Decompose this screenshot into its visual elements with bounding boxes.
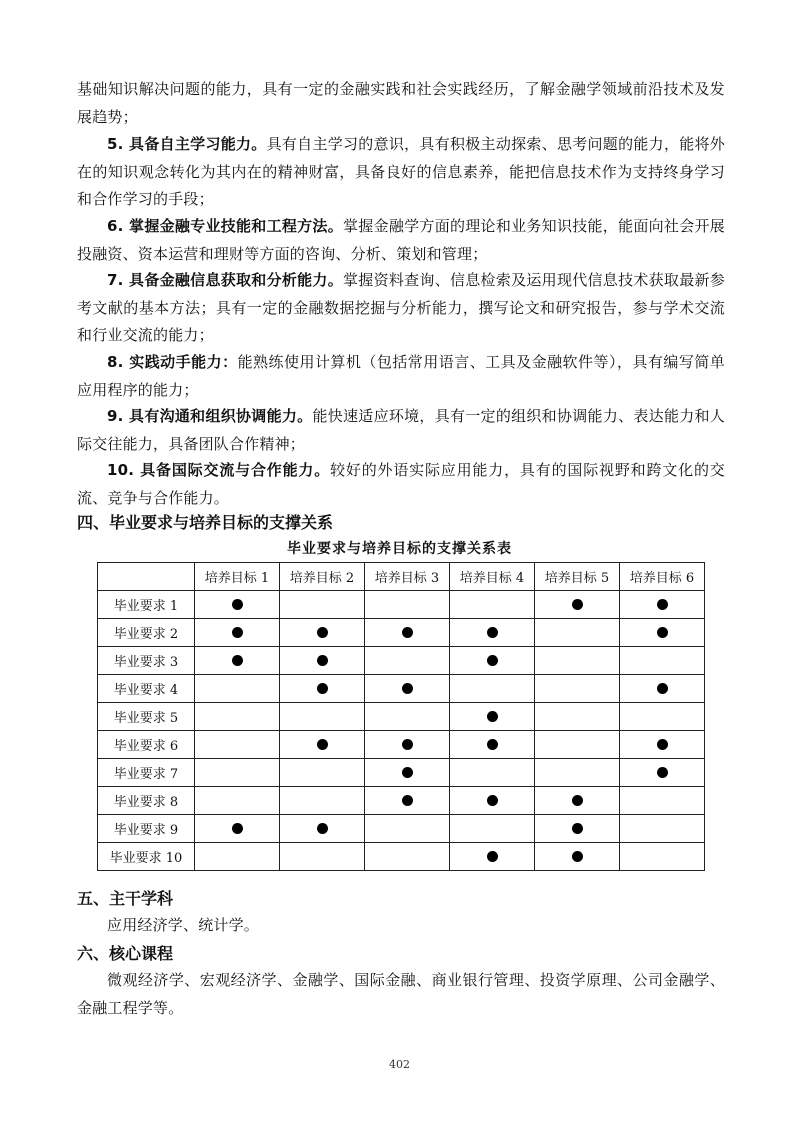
- table-cell: [535, 703, 620, 731]
- table-cell: [365, 647, 450, 675]
- table-cell: [195, 619, 280, 647]
- column-header: 培养目标 5: [535, 563, 620, 591]
- page-number: 402: [389, 1058, 410, 1071]
- table-cell: [450, 759, 535, 787]
- table-cell: [450, 815, 535, 843]
- table-cell: [620, 787, 705, 815]
- column-header: 培养目标 2: [280, 563, 365, 591]
- table-cell: [535, 619, 620, 647]
- table-cell: [450, 787, 535, 815]
- table-cell: [365, 787, 450, 815]
- section-6-body: 微观经济学、宏观经济学、金融学、国际金融、商业银行管理、投资学原理、公司金融学、金融工程学等。: [77, 971, 725, 1017]
- column-header: 培养目标 3: [365, 563, 450, 591]
- support-dot-icon: [232, 655, 243, 666]
- support-dot-icon: [402, 795, 413, 806]
- table-cell: [280, 731, 365, 759]
- table-cell: [535, 591, 620, 619]
- section-4-heading: 四、毕业要求与培养目标的支撑关系: [77, 513, 334, 532]
- paragraph-6: [77, 213, 725, 268]
- support-dot-icon: [317, 655, 328, 666]
- table-cell: [365, 619, 450, 647]
- paragraph-7-body: 掌握资料查询、信息检索及运用现代信息技术获取最新参考文献的基本方法；具有一定的金融数据挖掘与分析能力，撰写论文和研究报告，参与学术交流和行业交流的能力；: [77, 271, 725, 344]
- row-label: 毕业要求 10: [98, 843, 195, 871]
- table-cell: [450, 843, 535, 871]
- table-cell: [620, 703, 705, 731]
- paragraph-9: [77, 403, 725, 458]
- table-cell: [535, 815, 620, 843]
- section-5-heading: 五、主干学科: [77, 889, 174, 908]
- support-dot-icon: [657, 599, 668, 610]
- table-cell: [195, 815, 280, 843]
- support-dot-icon: [232, 599, 243, 610]
- paragraph-7: [77, 267, 725, 350]
- column-header: 培养目标 6: [620, 563, 705, 591]
- table-row: [98, 759, 705, 787]
- support-dot-icon: [232, 823, 243, 834]
- table-row: [98, 843, 705, 871]
- table-header-row: [98, 563, 705, 591]
- paragraph-6-body: 掌握金融学方面的理论和业务知识技能，能面向社会开展投融资、资本运营和理财等方面的咨询、分析、策划和管理；: [77, 217, 725, 263]
- table-cell: [620, 591, 705, 619]
- table-cell: [620, 647, 705, 675]
- paragraph-6-head: 6. 掌握金融专业技能和工程方法。: [107, 217, 343, 235]
- table-cell: [450, 675, 535, 703]
- section-5-body: 应用经济学、统计学。: [107, 916, 260, 934]
- row-label: 毕业要求 3: [98, 647, 195, 675]
- table-row: [98, 731, 705, 759]
- table-cell: [195, 703, 280, 731]
- table-cell: [280, 787, 365, 815]
- table-row: [98, 703, 705, 731]
- table-cell: [535, 843, 620, 871]
- table-cell: [365, 815, 450, 843]
- paragraph-10-head: 10. 具备国际交流与合作能力。: [107, 461, 331, 479]
- paragraph-5-body: 具有自主学习的意识，具有积极主动探索、思考问题的能力，能将外在的知识观念转化为其内在的精神财富，具备良好的信息素养，能把信息技术作为支持终身学习和合作学习的手段；: [77, 135, 725, 208]
- table-cell: [195, 843, 280, 871]
- support-dot-icon: [487, 655, 498, 666]
- support-dot-icon: [572, 823, 583, 834]
- table-cell: [195, 759, 280, 787]
- table-cell: [450, 619, 535, 647]
- table-row: [98, 675, 705, 703]
- table-cell: [280, 703, 365, 731]
- table-row: [98, 619, 705, 647]
- table-cell: [535, 675, 620, 703]
- table-cell: [195, 787, 280, 815]
- table-cell: [365, 703, 450, 731]
- section-6-heading: 六、核心课程: [77, 944, 174, 963]
- support-dot-icon: [317, 823, 328, 834]
- table-cell: [280, 647, 365, 675]
- table-cell: [280, 591, 365, 619]
- table-caption: 毕业要求与培养目标的支撑关系表: [287, 541, 512, 557]
- table-cell: [535, 647, 620, 675]
- table-cell: [365, 591, 450, 619]
- paragraph-8: [77, 349, 725, 404]
- support-dot-icon: [657, 683, 668, 694]
- table-cell: [620, 675, 705, 703]
- support-dot-icon: [402, 627, 413, 638]
- row-label: 毕业要求 2: [98, 619, 195, 647]
- paragraph-7-head: 7. 具备金融信息获取和分析能力。: [107, 271, 343, 289]
- table-cell: [280, 815, 365, 843]
- support-dot-icon: [487, 739, 498, 750]
- table-cell: [280, 675, 365, 703]
- row-label: 毕业要求 8: [98, 787, 195, 815]
- paragraph-4-continued: 基础知识解决问题的能力，具有一定的金融实践和社会实践经历，了解金融学领域前沿技术及发展趋势；: [77, 80, 725, 126]
- support-dot-icon: [487, 627, 498, 638]
- table-cell: [620, 843, 705, 871]
- table-cell: [365, 731, 450, 759]
- table-row: [98, 647, 705, 675]
- row-label: 毕业要求 5: [98, 703, 195, 731]
- support-dot-icon: [402, 739, 413, 750]
- table-cell: [365, 759, 450, 787]
- paragraph-10: [77, 457, 725, 512]
- paragraph-10-body: 较好的外语实际应用能力，具有的国际视野和跨文化的交流、竞争与合作能力。: [77, 461, 725, 507]
- table-cell: [450, 703, 535, 731]
- table-row: [98, 815, 705, 843]
- table-cell: [535, 731, 620, 759]
- table-cell: [195, 731, 280, 759]
- table-cell: [365, 843, 450, 871]
- support-dot-icon: [487, 795, 498, 806]
- row-label: 毕业要求 1: [98, 591, 195, 619]
- column-header: 培养目标 4: [450, 563, 535, 591]
- table-row: [98, 787, 705, 815]
- support-dot-icon: [572, 795, 583, 806]
- support-dot-icon: [657, 739, 668, 750]
- table-cell: [450, 647, 535, 675]
- support-dot-icon: [317, 627, 328, 638]
- table-cell: [620, 759, 705, 787]
- table-cell: [535, 787, 620, 815]
- support-dot-icon: [572, 851, 583, 862]
- table-cell: [195, 675, 280, 703]
- table-cell: [280, 619, 365, 647]
- support-dot-icon: [317, 683, 328, 694]
- support-dot-icon: [657, 627, 668, 638]
- support-dot-icon: [657, 767, 668, 778]
- paragraph-9-head: 9. 具有沟通和组织协调能力。: [107, 407, 313, 425]
- support-relation-table: [97, 562, 705, 871]
- paragraph-8-body: 能熟练使用计算机（包括常用语言、工具及金融软件等），具有编写简单应用程序的能力；: [77, 353, 725, 399]
- row-label: 毕业要求 6: [98, 731, 195, 759]
- table-cell: [280, 759, 365, 787]
- support-dot-icon: [572, 599, 583, 610]
- support-dot-icon: [232, 627, 243, 638]
- row-label: 毕业要求 4: [98, 675, 195, 703]
- row-label: 毕业要求 7: [98, 759, 195, 787]
- table-cell: [365, 675, 450, 703]
- paragraph-8-head: 8. 实践动手能力：: [107, 353, 238, 371]
- support-dot-icon: [487, 851, 498, 862]
- table-cell: [620, 619, 705, 647]
- paragraph-5-head: 5. 具备自主学习能力。: [107, 135, 267, 153]
- support-dot-icon: [487, 711, 498, 722]
- support-dot-icon: [402, 767, 413, 778]
- table-cell: [450, 731, 535, 759]
- table-cell: [195, 647, 280, 675]
- table-cell: [195, 591, 280, 619]
- support-dot-icon: [402, 683, 413, 694]
- table-cell: [620, 731, 705, 759]
- table-cell: [450, 591, 535, 619]
- column-header: 培养目标 1: [195, 563, 280, 591]
- table-cell: [535, 759, 620, 787]
- paragraph-9-body: 能快速适应环境，具有一定的组织和协调能力、表达能力和人际交往能力，具备团队合作精神；: [77, 407, 725, 453]
- row-label: 毕业要求 9: [98, 815, 195, 843]
- table-cell: [280, 843, 365, 871]
- table-corner-cell: [98, 563, 195, 591]
- table-row: [98, 591, 705, 619]
- support-dot-icon: [317, 739, 328, 750]
- paragraph-5: [77, 131, 725, 214]
- table-cell: [620, 815, 705, 843]
